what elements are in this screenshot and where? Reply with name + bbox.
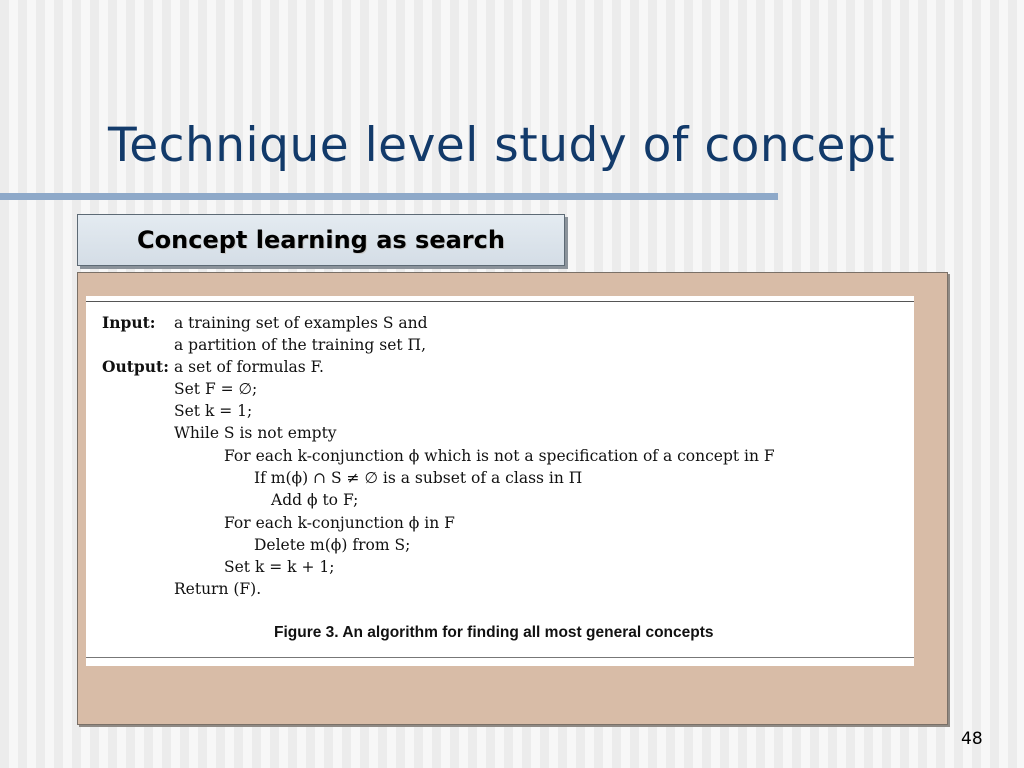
algorithm-line: a training set of examples S and <box>174 314 428 332</box>
algorithm-line: If m(ϕ) ∩ S ≠ ∅ is a subset of a class in Π <box>254 469 583 487</box>
algorithm-line: a set of formulas F. <box>174 358 324 376</box>
figure-bottom-rule <box>86 657 914 658</box>
page-number: 48 <box>961 729 983 749</box>
algorithm-line: Delete m(ϕ) from S; <box>254 536 411 554</box>
subtitle-text: Concept learning as search <box>137 226 505 254</box>
algorithm-figure <box>86 296 914 666</box>
algorithm-line: Set k = 1; <box>174 402 253 420</box>
algorithm-line: While S is not empty <box>174 424 337 442</box>
output-label: Output: <box>102 357 169 376</box>
algorithm-line: For each k-conjunction ϕ in F <box>224 514 455 532</box>
subtitle-box <box>77 214 565 266</box>
slide-title: Technique level study of concept <box>108 118 896 173</box>
input-label: Input: <box>102 313 156 332</box>
title-underline <box>0 193 778 200</box>
figure-caption: Figure 3. An algorithm for finding all most general concepts <box>274 624 714 641</box>
figure-top-rule <box>86 301 914 302</box>
algorithm-line: Set k = k + 1; <box>224 558 335 576</box>
algorithm-line: Set F = ∅; <box>174 380 258 398</box>
algorithm-line: Add ϕ to F; <box>271 491 359 509</box>
algorithm-line: For each k-conjunction ϕ which is not a specification of a concept in F <box>224 447 775 465</box>
algorithm-line: Return (F). <box>174 580 262 598</box>
algorithm-line: a partition of the training set Π, <box>174 336 426 354</box>
